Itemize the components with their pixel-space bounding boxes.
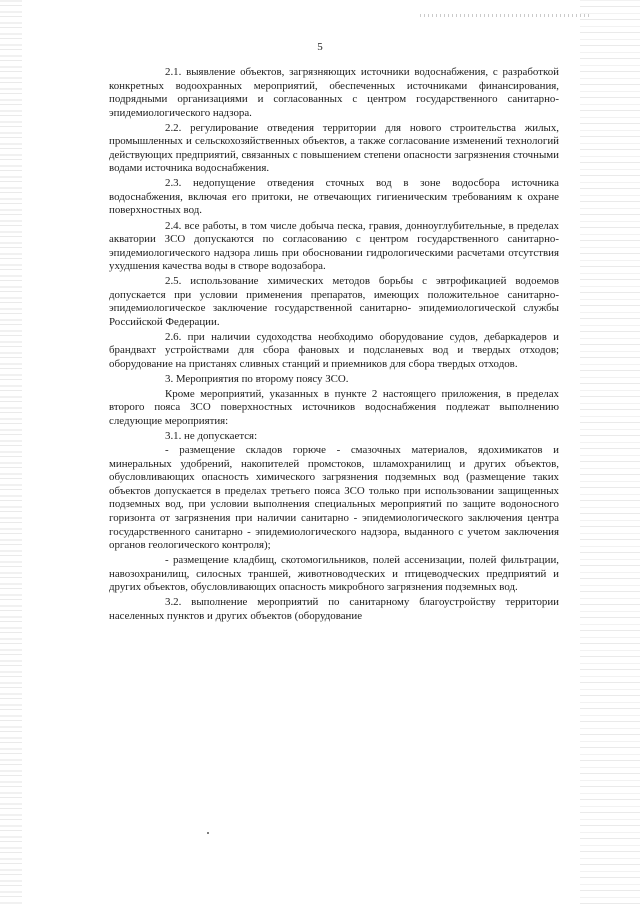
document-body (109, 66, 559, 625)
scan-edge-right (580, 0, 640, 905)
list-item-storage: - размещение складов горюче - смазочных материалов, ядохимикатов и минеральных удобрений, накопителей промстоков, шламохранилищ и других объектов, обусловливающих опасность химического загрязнения подземных вод (размещение таких объектов допускается в пределах третьего пояса ЗСО только при использовании защищенных подземных вод, при условии выполнения специальных мероприятий по защите водоносного горизонта от загрязнения при наличии санитарно - эпидемиологического заключения центра государственного санитарно - эпидемиологического надзора, выданного с учетом заключения органов геологического контроля); (109, 444, 559, 552)
paragraph-3-2: 3.2. выполнение мероприятий по санитарному благоустройству территории населенных пунктов и других объектов (оборудование (109, 596, 559, 622)
section-3-heading: 3. Мероприятия по второму поясу ЗСО. (165, 373, 349, 386)
scan-speck (207, 832, 209, 834)
scan-edge-left (0, 0, 22, 905)
paragraph-3-1: 3.1. не допускается: (165, 429, 258, 442)
paragraph-2-4: 2.4. все работы, в том числе добыча песка, гравия, донноуглубительные, в пределах акватории ЗСО допускаются по согласованию с центром государственного санитарно-эпидемиологического надзора лишь при обосновании гидрологическими расчетами отсутствия ухудшения качества воды в створе водозабора. (109, 219, 559, 273)
paragraph-3-intro: Кроме мероприятий, указанных в пункте 2 настоящего приложения, в пределах второго пояса ЗСО поверхностных источников водоснабжения подлежат выполнению следующие мероприятия: (109, 387, 559, 427)
paragraph-2-1: 2.1. выявление объектов, загрязняющих источники водоснабжения, с разработкой конкретных водоохранных мероприятий, обеспеченных источниками финансирования, подрядными организациями и согласованных с центром государственного санитарно-эпидемиологического надзора. (109, 66, 559, 119)
paragraph-2-2: 2.2. регулирование отведения территории для нового строительства жилых, промышленных и сельскохозяйственных объектов, а также согласование изменений технологий действующих предприятий, связанных с повышением степени опасности загрязнения сточными водами источника водоснабжения. (109, 121, 559, 175)
scan-noise-top (420, 14, 590, 17)
paragraph-2-3: 2.3. недопущение отведения сточных вод в зоне водосбора источника водоснабжения, включая его притоки, не отвечающих гигиеническим требованиям к охране поверхностных вод. (109, 177, 559, 217)
paragraph-2-5: 2.5. использование химических методов борьбы с эвтрофикацией водоемов допускается при условии применения препаратов, имеющих положительное санитарно-эпидемиологическое заключение государственной санитарно- эпидемиологической службы Российской Федерации. (109, 275, 559, 328)
page-number: 5 (317, 41, 323, 53)
paragraph-2-6: 2.6. при наличии судоходства необходимо оборудование судов, дебаркадеров и брандвахт устройствами для сбора фановых и подсланевых вод и твердых отходов; оборудование на пристанях сливных станций и приемников для сбора твердых отходов. (109, 330, 559, 370)
list-item-cemeteries: - размещение кладбищ, скотомогильников, полей ассенизации, полей фильтрации, навозохранилищ, силосных траншей, животноводческих и птицеводческих предприятий и других объектов, обусловливающих опасность микробного загрязнения подземных вод. (109, 554, 559, 594)
